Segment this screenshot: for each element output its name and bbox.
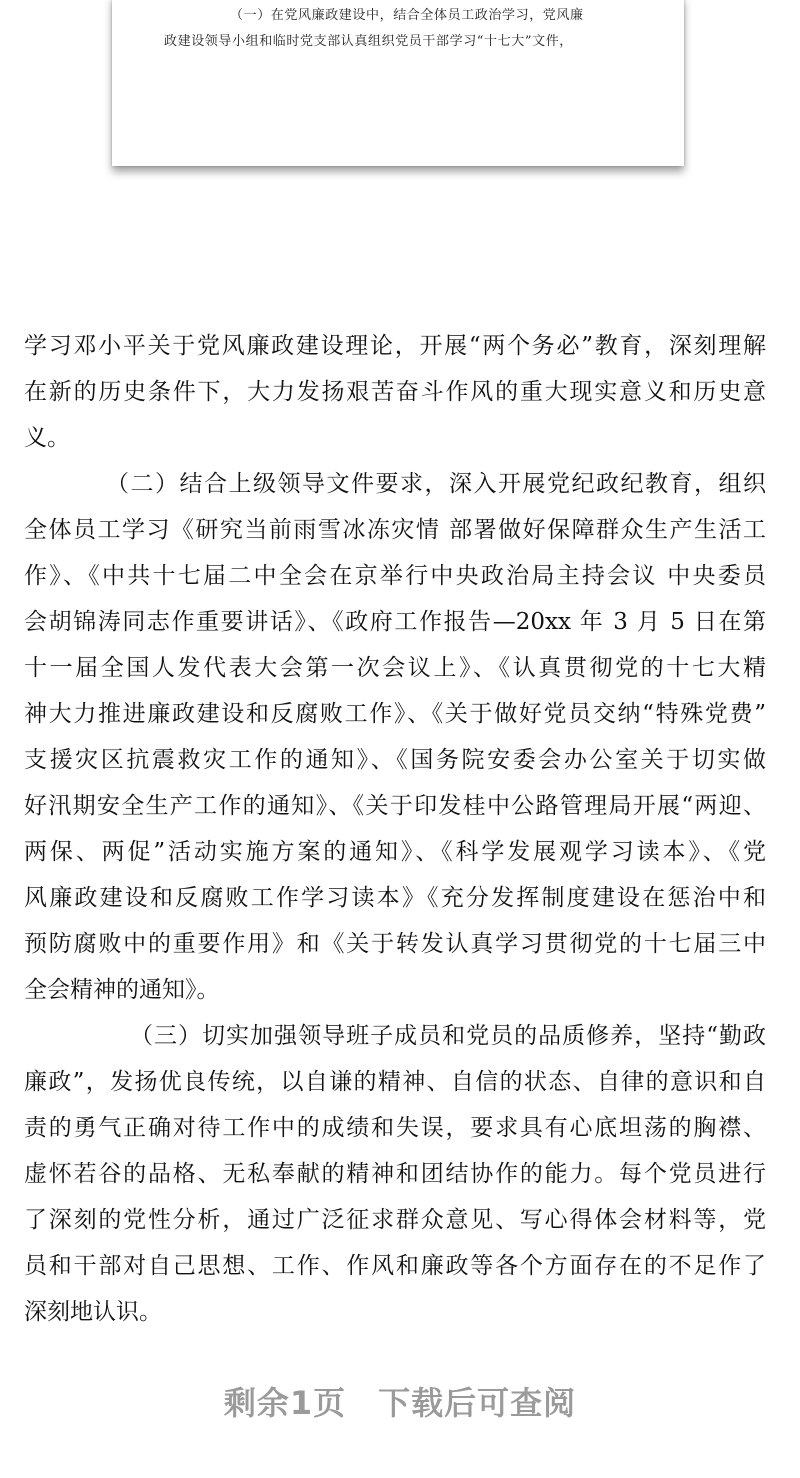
text-line: 虚怀若谷的品格、无私奉献的精神和团结协作的能力。每个党员进行: [24, 1161, 766, 1187]
text-line: 风廉政建设和反腐败工作学习读本》《充分发挥制度建设在惩治中和: [24, 885, 766, 911]
text-line: 责的勇气正确对待工作中的成绩和失误，要求具有心底坦荡的胸襟、: [24, 1115, 766, 1141]
download-hint-label: 下载后可查阅: [378, 1384, 577, 1422]
text-line: 廉政”，发扬优良传统，以自谦的精神、自信的状态、自律的意识和自: [24, 1069, 766, 1095]
paragraph-start-line: （三）切实加强领导班子成员和党员的品质修养，坚持“勤政: [130, 1023, 766, 1049]
text-line: 两保、两促”活动实施方案的通知》、《科学发展观学习读本》、《党: [24, 839, 766, 865]
text-line: 学习邓小平关于党风廉政建设理论，开展“两个务必”教育，深刻理解: [24, 333, 766, 359]
document-body: [24, 326, 766, 1338]
text-line: 会胡锦涛同志作重要讲话》、《政府工作报告—20xx 年 3 月 5 日在第: [24, 609, 766, 635]
paragraph-start-line: （二）结合上级领导文件要求，深入开展党纪政纪教育，组织: [106, 471, 766, 497]
remaining-pages-banner[interactable]: [0, 1378, 800, 1424]
text-line: 员和干部对自己思想、工作、作风和廉政等各个方面存在的不足作了: [24, 1253, 766, 1279]
text-line: 作》、《中共十七届二中全会在京举行中央政治局主持会议 中央委员: [24, 563, 766, 589]
preview-line: 政建设领导小组和临时党支部认真组织党员干部学习“十七大”文件，: [164, 34, 573, 49]
text-line: 支援灾区抗震救灾工作的通知》、《国务院安委会办公室关于切实做: [24, 747, 766, 773]
text-line: 全会精神的通知》。: [24, 977, 220, 1003]
preview-page-card: [112, 0, 684, 166]
text-line: 十一届全国人发代表大会第一次会议上》、《认真贯彻党的十七大精: [24, 655, 766, 681]
text-line: 了深刻的党性分析，通过广泛征求群众意见、写心得体会材料等，党: [24, 1207, 766, 1233]
remaining-pages-label: 剩余1页: [223, 1384, 347, 1422]
text-line: 好汛期安全生产工作的通知》、《关于印发桂中公路管理局开展“两迎、: [24, 793, 766, 819]
text-line: 深刻地认识。: [24, 1299, 162, 1325]
text-line: 义。: [24, 425, 70, 451]
text-line: 全体员工学习《研究当前雨雪冰冻灾情 部署做好保障群众生产生活工: [24, 517, 766, 543]
text-line: 预防腐败中的重要作用》和《关于转发认真学习贯彻党的十七届三中: [24, 931, 766, 957]
preview-line: （一）在党风廉政建设中，结合全体员工政治学习，党风廉: [230, 8, 584, 23]
text-line: 在新的历史条件下，大力发扬艰苦奋斗作风的重大现实意义和历史意: [24, 379, 766, 405]
text-line: 神大力推进廉政建设和反腐败工作》、《关于做好党员交纳“特殊党费”: [24, 701, 766, 727]
